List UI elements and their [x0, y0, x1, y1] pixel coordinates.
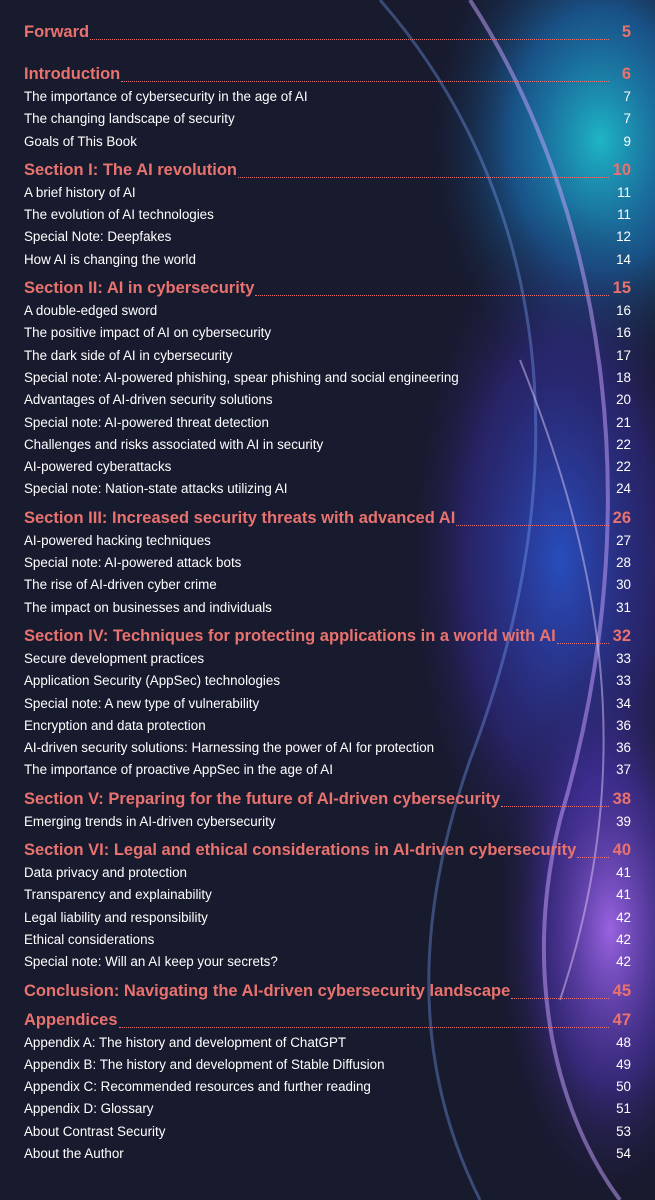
toc-entry[interactable]	[24, 737, 631, 759]
dot-leader	[238, 177, 609, 178]
toc-page-number: 12	[616, 229, 631, 245]
toc-section[interactable]	[24, 20, 631, 44]
dot-leader	[255, 295, 609, 296]
toc-title: Special note: AI-powered threat detection	[24, 414, 269, 430]
toc-title: The evolution of AI technologies	[24, 207, 214, 223]
toc-page-number: 26	[612, 508, 631, 527]
toc-page-number: 16	[616, 303, 631, 319]
toc-page-number: 18	[616, 369, 631, 385]
dot-leader	[119, 1027, 609, 1028]
toc-page-number: 41	[616, 865, 631, 881]
toc-section[interactable]	[24, 62, 631, 86]
toc-title: Goals of This Book	[24, 133, 137, 149]
toc-title: Encryption and data protection	[24, 717, 206, 733]
table-of-contents	[24, 20, 631, 1165]
toc-page-number: 36	[616, 740, 631, 756]
toc-section[interactable]	[24, 624, 631, 648]
toc-page-number: 17	[616, 347, 631, 363]
toc-page-number: 53	[616, 1123, 631, 1139]
toc-entry[interactable]	[24, 412, 631, 434]
toc-entry[interactable]	[24, 1121, 631, 1143]
toc-page-number: 24	[616, 481, 631, 497]
toc-title: How AI is changing the world	[24, 251, 196, 267]
toc-entry[interactable]	[24, 1143, 631, 1165]
toc-title: AI-powered cyberattacks	[24, 459, 172, 475]
toc-title: The impact on businesses and individuals	[24, 599, 272, 615]
toc-page-number: 33	[616, 650, 631, 666]
toc-title: Appendix C: Recommended resources and further reading	[24, 1079, 371, 1095]
toc-page-number: 11	[617, 207, 631, 223]
toc-entry[interactable]	[24, 86, 631, 108]
toc-entry[interactable]	[24, 367, 631, 389]
toc-page-number: 30	[616, 577, 631, 593]
toc-entry[interactable]	[24, 862, 631, 884]
toc-title: Section VI: Legal and ethical considerations in AI-driven cybersecurity	[24, 841, 577, 860]
toc-entry[interactable]	[24, 759, 631, 781]
toc-page-number: 54	[616, 1145, 631, 1161]
toc-entry[interactable]	[24, 456, 631, 478]
dot-leader	[121, 81, 609, 82]
toc-title: Special note: Will an AI keep your secrets?	[24, 954, 278, 970]
toc-entry[interactable]	[24, 434, 631, 456]
toc-entry[interactable]	[24, 951, 631, 973]
toc-entry[interactable]	[24, 597, 631, 619]
toc-entry[interactable]	[24, 648, 631, 670]
toc-entry[interactable]	[24, 715, 631, 737]
toc-page-number: 22	[616, 436, 631, 452]
toc-page-number: 7	[623, 111, 631, 127]
toc-entry[interactable]	[24, 907, 631, 929]
toc-title: About Contrast Security	[24, 1123, 166, 1139]
toc-section[interactable]	[24, 1008, 631, 1032]
toc-entry[interactable]	[24, 929, 631, 951]
dot-leader	[511, 998, 609, 999]
toc-page-number: 15	[612, 279, 631, 298]
toc-page-number: 51	[616, 1101, 631, 1117]
toc-page-number: 33	[616, 673, 631, 689]
toc-title: A double-edged sword	[24, 303, 158, 319]
toc-title: Section III: Increased security threats with advanced AI	[24, 508, 456, 527]
toc-section[interactable]	[24, 838, 631, 862]
toc-entry[interactable]	[24, 693, 631, 715]
toc-entry[interactable]	[24, 1098, 631, 1120]
dot-leader	[577, 857, 609, 858]
toc-page-number: 36	[616, 717, 631, 733]
toc-entry[interactable]	[24, 182, 631, 204]
toc-page-number: 7	[623, 89, 631, 104]
toc-title: Section IV: Techniques for protecting applications in a world with AI	[24, 626, 556, 645]
toc-page-number: 11	[617, 184, 631, 200]
toc-page-number: 37	[616, 762, 631, 778]
toc-entry[interactable]	[24, 300, 631, 322]
toc-title: Appendices	[24, 1010, 118, 1029]
toc-page-number: 9	[623, 133, 631, 149]
toc-entry[interactable]	[24, 389, 631, 411]
toc-entry[interactable]	[24, 204, 631, 226]
toc-title: Section V: Preparing for the future of AI-driven cybersecurity	[24, 789, 501, 808]
toc-section[interactable]	[24, 506, 631, 530]
toc-title: Conclusion: Navigating the AI-driven cybersecurity landscape	[24, 981, 511, 1000]
toc-page-number: 6	[621, 65, 631, 83]
toc-title: The rise of AI-driven cyber crime	[24, 577, 217, 593]
dot-leader	[90, 39, 609, 40]
toc-title: Section I: The AI revolution	[24, 160, 237, 179]
toc-title: The positive impact of AI on cybersecurity	[24, 325, 272, 341]
toc-page-number: 34	[616, 695, 631, 711]
toc-entry[interactable]	[24, 552, 631, 574]
toc-title: Data privacy and protection	[24, 865, 188, 881]
toc-title: AI-powered hacking techniques	[24, 532, 211, 548]
toc-title: Ethical considerations	[24, 931, 155, 947]
toc-title: Application Security (AppSec) technologies	[24, 673, 281, 689]
toc-title: Legal liability and responsibility	[24, 909, 208, 925]
toc-title: Transparency and explainability	[24, 887, 212, 903]
toc-page-number: 42	[616, 909, 631, 925]
toc-title: Advantages of AI-driven security solutions	[24, 392, 273, 408]
toc-entry[interactable]	[24, 1054, 631, 1076]
toc-title: Appendix B: The history and development of Stable Diffusion	[24, 1056, 385, 1072]
toc-title: Emerging trends in AI-driven cybersecurity	[24, 813, 276, 829]
toc-page-number: 49	[616, 1056, 631, 1072]
toc-section[interactable]	[24, 158, 631, 182]
toc-title: The changing landscape of security	[24, 111, 235, 127]
toc-title: Special Note: Deepfakes	[24, 229, 172, 245]
toc-title: Forward	[24, 23, 90, 41]
toc-entry[interactable]	[24, 1076, 631, 1098]
toc-section[interactable]	[24, 276, 631, 300]
toc-page-number: 41	[616, 887, 631, 903]
toc-page-number: 16	[616, 325, 631, 341]
toc-page-number: 47	[612, 1010, 631, 1029]
toc-entry[interactable]	[24, 345, 631, 367]
toc-page-number: 10	[612, 160, 631, 179]
toc-title: Challenges and risks associated with AI in security	[24, 436, 324, 452]
toc-entry[interactable]	[24, 574, 631, 596]
toc-page-number: 42	[616, 931, 631, 947]
toc-title: Section II: AI in cybersecurity	[24, 279, 255, 298]
toc-page-number: 28	[616, 555, 631, 571]
toc-entry[interactable]	[24, 884, 631, 906]
toc-entry[interactable]	[24, 131, 631, 153]
toc-page-number: 31	[616, 599, 631, 615]
toc-entry[interactable]	[24, 530, 631, 552]
toc-entry[interactable]	[24, 478, 631, 500]
dot-leader	[456, 525, 609, 526]
toc-page-number: 5	[621, 23, 631, 41]
toc-entry[interactable]	[24, 249, 631, 271]
toc-page-number: 27	[616, 532, 631, 548]
toc-page-number: 14	[616, 251, 631, 267]
toc-page-number: 40	[612, 841, 631, 860]
toc-title: About the Author	[24, 1145, 124, 1161]
toc-page-number: 50	[616, 1079, 631, 1095]
toc-title: The dark side of AI in cybersecurity	[24, 347, 233, 363]
section-gap	[24, 44, 631, 62]
toc-title: Special note: A new type of vulnerability	[24, 695, 260, 711]
toc-title: AI-driven security solutions: Harnessing the power of AI for protection	[24, 740, 435, 756]
toc-title: A brief history of AI	[24, 184, 136, 200]
toc-page-number: 42	[616, 954, 631, 970]
toc-page-number: 22	[616, 459, 631, 475]
toc-title: Special note: AI-powered phishing, spear phishing and social engineering	[24, 369, 459, 385]
toc-page-number: 20	[616, 392, 631, 408]
toc-page-number: 38	[612, 789, 631, 808]
toc-page-number: 32	[612, 626, 631, 645]
toc-title: Secure development practices	[24, 650, 205, 666]
toc-title: The importance of proactive AppSec in the age of AI	[24, 762, 333, 778]
toc-title: Appendix A: The history and development of ChatGPT	[24, 1034, 347, 1050]
toc-page-number: 39	[616, 813, 631, 829]
toc-title: Special note: Nation-state attacks utilizing AI	[24, 481, 288, 497]
toc-entry[interactable]	[24, 1032, 631, 1054]
toc-title: Special note: AI-powered attack bots	[24, 555, 242, 571]
toc-section[interactable]	[24, 787, 631, 811]
toc-title: Appendix D: Glossary	[24, 1101, 154, 1117]
toc-page-number: 45	[612, 981, 631, 1000]
toc-entry[interactable]	[24, 108, 631, 130]
toc-entry[interactable]	[24, 670, 631, 692]
toc-title: The importance of cybersecurity in the age of AI	[24, 89, 308, 104]
toc-page-number: 48	[616, 1034, 631, 1050]
toc-entry[interactable]	[24, 811, 631, 833]
dot-leader	[557, 643, 609, 644]
dot-leader	[501, 806, 609, 807]
toc-title: Introduction	[24, 65, 121, 83]
toc-entry[interactable]	[24, 322, 631, 344]
toc-section[interactable]	[24, 979, 631, 1003]
toc-page-number: 21	[616, 414, 631, 430]
toc-entry[interactable]	[24, 226, 631, 248]
